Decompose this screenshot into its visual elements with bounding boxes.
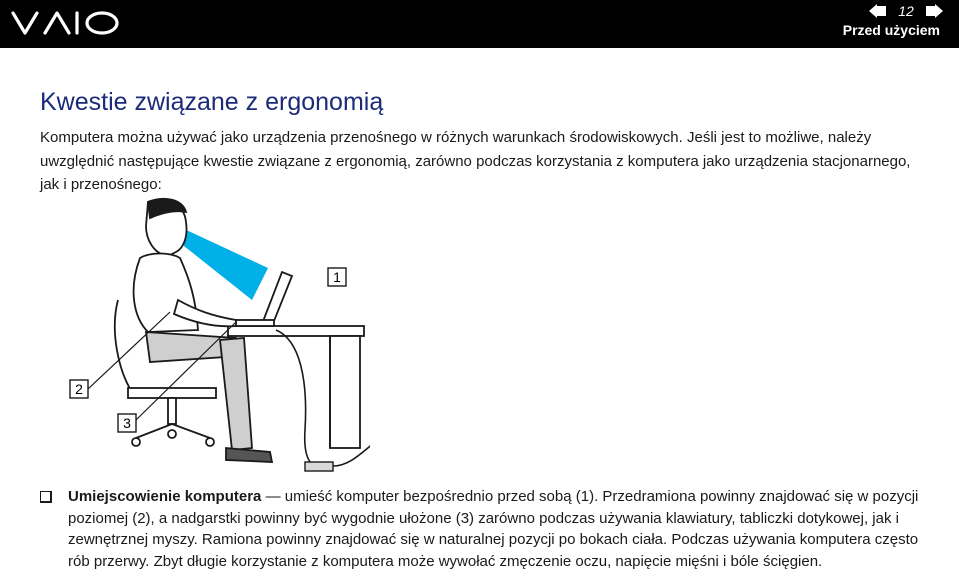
- power-adapter: [305, 462, 333, 471]
- callout-2: [70, 380, 88, 398]
- intro-paragraph: Komputera można używać jako urządzenia przenośnego w różnych warunkach środowiskowych. Jeśli jest to możliwe, należy uwzględnić następujące kwestie związane z ergonomią, zarówno podczas korzystania z komputera jako urządzenia stacjonarnego, jak i przenośnego:: [40, 129, 911, 193]
- callout-3: [118, 414, 136, 432]
- power-cable: [276, 330, 330, 468]
- next-page-icon[interactable]: [925, 4, 943, 18]
- previous-page-icon[interactable]: [869, 4, 887, 18]
- callout-1: [328, 268, 346, 286]
- section-title: Przed użyciem: [842, 22, 940, 38]
- ergonomics-illustration: [60, 195, 370, 480]
- svg-text:3: 3: [123, 415, 131, 431]
- svg-text:1: 1: [333, 269, 341, 285]
- bullet-body: umieść komputer bezpośrednio przed sobą (1). Przedramiona powinny znajdować się w pozycji poziomej (2), a nadgarstki powinny być wygodnie ułożone (3) zarówno podczas używania klawiatury, tabliczki dotykowej, jak i zewnętrznej myszy. Ramiona powinny znajdować się w naturalnej pozycji po bokach ciała. Podczas używania komputera często rób przerwy. Zbyt długie korzystanie z komputera może wywołać zmęczenie oczu, napięcie mięśni i bóle ścięgien.: [68, 488, 919, 570]
- page-number: 12: [898, 3, 914, 19]
- page-title: Kwestie związane z ergonomią: [40, 88, 384, 116]
- svg-text:2: 2: [75, 381, 83, 397]
- gaze-beam: [182, 228, 268, 300]
- page-navigation: [869, 1, 943, 21]
- bullet-box-icon: [40, 491, 52, 503]
- bullet-separator: —: [261, 488, 285, 505]
- bullet-term: Umiejscowienie komputera: [68, 488, 262, 505]
- vaio-logo: [10, 8, 122, 38]
- header-bar: [0, 0, 959, 48]
- bullet-paragraph: [68, 486, 925, 572]
- bullet-item: [40, 486, 925, 572]
